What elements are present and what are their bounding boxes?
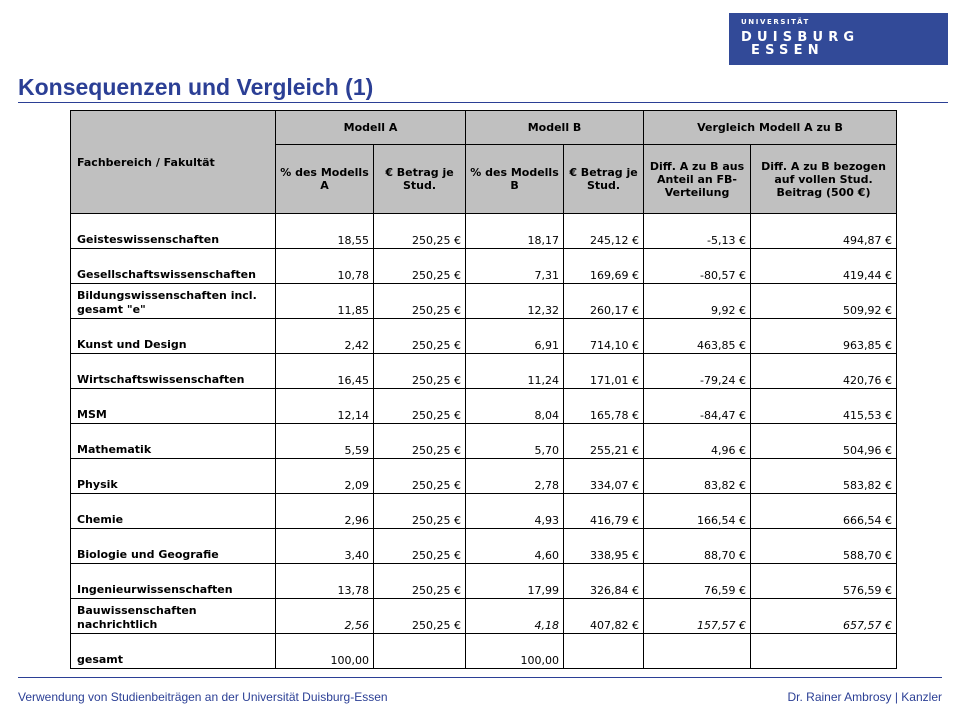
cell-a-percent: 13,78 (276, 564, 374, 599)
cell-diff-full: 419,44 € (751, 249, 897, 284)
title-divider (18, 102, 948, 103)
cell-b-percent: 4,18 (466, 599, 564, 634)
cell-b-amount: 245,12 € (564, 214, 644, 249)
cell-fachbereich: MSM (71, 389, 276, 424)
cell-a-percent: 12,14 (276, 389, 374, 424)
cell-b-percent: 12,32 (466, 284, 564, 319)
cell-b-percent: 8,04 (466, 389, 564, 424)
cell-b-percent: 4,93 (466, 494, 564, 529)
cell-diff-full: 588,70 € (751, 529, 897, 564)
cell-b-percent: 7,31 (466, 249, 564, 284)
cell-diff-fb: 83,82 € (644, 459, 751, 494)
cell-a-percent: 2,56 (276, 599, 374, 634)
cell-a-amount: 250,25 € (374, 564, 466, 599)
header-a-amount: € Betrag je Stud. (374, 145, 466, 214)
cell-b-amount: 334,07 € (564, 459, 644, 494)
cell-a-percent: 18,55 (276, 214, 374, 249)
cell-diff-fb: -79,24 € (644, 354, 751, 389)
cell-diff-full: 420,76 € (751, 354, 897, 389)
cell-diff-full: 963,85 € (751, 319, 897, 354)
table-row (71, 459, 897, 494)
cell-diff-full: 509,92 € (751, 284, 897, 319)
table-row (71, 529, 897, 564)
cell-b-amount: 714,10 € (564, 319, 644, 354)
cell-a-percent: 2,42 (276, 319, 374, 354)
cell-diff-full: 657,57 € (751, 599, 897, 634)
table-row (71, 634, 897, 669)
cell-b-amount: 171,01 € (564, 354, 644, 389)
cell-fachbereich: Biologie und Geografie (71, 529, 276, 564)
cell-b-percent: 18,17 (466, 214, 564, 249)
cell-a-amount: 250,25 € (374, 494, 466, 529)
cell-diff-full: 494,87 € (751, 214, 897, 249)
cell-fachbereich: Gesellschaftswissenschaften (71, 249, 276, 284)
cell-b-percent: 4,60 (466, 529, 564, 564)
cell-a-amount: 250,25 € (374, 354, 466, 389)
cell-a-amount: 250,25 € (374, 214, 466, 249)
table-row (71, 319, 897, 354)
cell-diff-fb: 76,59 € (644, 564, 751, 599)
table-row (71, 599, 897, 634)
cell-diff-full: 583,82 € (751, 459, 897, 494)
cell-diff-full: 504,96 € (751, 424, 897, 459)
cell-a-percent: 10,78 (276, 249, 374, 284)
cell-diff-fb: 463,85 € (644, 319, 751, 354)
cell-b-amount: 165,78 € (564, 389, 644, 424)
cell-a-percent: 11,85 (276, 284, 374, 319)
cell-a-amount: 250,25 € (374, 319, 466, 354)
header-modell-a: Modell A (276, 111, 466, 145)
cell-diff-fb: 4,96 € (644, 424, 751, 459)
cell-fachbereich: gesamt (71, 634, 276, 669)
cell-a-amount: 250,25 € (374, 389, 466, 424)
cell-b-percent: 11,24 (466, 354, 564, 389)
header-b-percent: % des Modells B (466, 145, 564, 214)
cell-a-percent: 2,09 (276, 459, 374, 494)
cell-diff-full: 415,53 € (751, 389, 897, 424)
cell-b-amount: 338,95 € (564, 529, 644, 564)
cell-fachbereich: Kunst und Design (71, 319, 276, 354)
cell-b-amount: 260,17 € (564, 284, 644, 319)
table-body (71, 214, 897, 669)
cell-fachbereich: Physik (71, 459, 276, 494)
cell-diff-fb: 88,70 € (644, 529, 751, 564)
cell-a-amount: 250,25 € (374, 284, 466, 319)
header-diff-fb: Diff. A zu B aus Anteil an FB-Verteilung (644, 145, 751, 214)
header-fachbereich: Fachbereich / Fakultät (71, 111, 276, 214)
cell-a-percent: 2,96 (276, 494, 374, 529)
table-row (71, 389, 897, 424)
table-row (71, 284, 897, 319)
cell-diff-full: 576,59 € (751, 564, 897, 599)
cell-a-amount: 250,25 € (374, 529, 466, 564)
cell-b-percent: 2,78 (466, 459, 564, 494)
cell-a-amount: 250,25 € (374, 599, 466, 634)
footer-divider (18, 677, 942, 678)
comparison-table-container (70, 110, 896, 670)
table-row (71, 494, 897, 529)
cell-a-amount (374, 634, 466, 669)
cell-b-amount: 255,21 € (564, 424, 644, 459)
cell-fachbereich: Bildungswissenschaften incl. gesamt "e" (71, 284, 276, 319)
cell-diff-fb: 157,57 € (644, 599, 751, 634)
cell-b-percent: 5,70 (466, 424, 564, 459)
cell-diff-full (751, 634, 897, 669)
cell-b-amount (564, 634, 644, 669)
header-b-amount: € Betrag je Stud. (564, 145, 644, 214)
footer-presentation-title: Verwendung von Studienbeiträgen an der Universität Duisburg-Essen (18, 690, 388, 704)
cell-a-amount: 250,25 € (374, 459, 466, 494)
cell-fachbereich: Geisteswissenschaften (71, 214, 276, 249)
cell-diff-fb (644, 634, 751, 669)
cell-b-amount: 416,79 € (564, 494, 644, 529)
table-row (71, 354, 897, 389)
header-modell-b: Modell B (466, 111, 644, 145)
cell-a-percent: 100,00 (276, 634, 374, 669)
header-a-percent: % des Modells A (276, 145, 374, 214)
logo-line-essen: ESSEN (751, 43, 824, 58)
cell-diff-fb: 9,92 € (644, 284, 751, 319)
logo-line-duisburg: DUISBURG (741, 30, 860, 45)
cell-fachbereich: Mathematik (71, 424, 276, 459)
comparison-table (70, 110, 897, 669)
cell-diff-fb: -80,57 € (644, 249, 751, 284)
table-row (71, 564, 897, 599)
cell-b-percent: 17,99 (466, 564, 564, 599)
cell-b-percent: 100,00 (466, 634, 564, 669)
cell-b-amount: 326,84 € (564, 564, 644, 599)
cell-a-amount: 250,25 € (374, 424, 466, 459)
cell-a-percent: 5,59 (276, 424, 374, 459)
cell-fachbereich: Chemie (71, 494, 276, 529)
cell-a-percent: 16,45 (276, 354, 374, 389)
cell-a-amount: 250,25 € (374, 249, 466, 284)
table-row (71, 424, 897, 459)
cell-b-percent: 6,91 (466, 319, 564, 354)
cell-diff-fb: -5,13 € (644, 214, 751, 249)
cell-b-amount: 407,82 € (564, 599, 644, 634)
cell-diff-fb: 166,54 € (644, 494, 751, 529)
cell-a-percent: 3,40 (276, 529, 374, 564)
header-vergleich: Vergleich Modell A zu B (644, 111, 897, 145)
logo-line-universitaet: UNIVERSITÄT (741, 18, 810, 26)
cell-b-amount: 169,69 € (564, 249, 644, 284)
header-diff-full: Diff. A zu B bezogen auf vollen Stud. Beitrag (500 €) (751, 145, 897, 214)
cell-fachbereich: Wirtschaftswissenschaften (71, 354, 276, 389)
university-logo (729, 13, 948, 65)
cell-fachbereich: Bauwissenschaften nachrichtlich (71, 599, 276, 634)
slide-title: Konsequenzen und Vergleich (1) (18, 74, 374, 100)
footer-author: Dr. Rainer Ambrosy | Kanzler (787, 690, 942, 704)
cell-diff-fb: -84,47 € (644, 389, 751, 424)
cell-diff-full: 666,54 € (751, 494, 897, 529)
cell-fachbereich: Ingenieurwissenschaften (71, 564, 276, 599)
table-row (71, 249, 897, 284)
table-row (71, 214, 897, 249)
